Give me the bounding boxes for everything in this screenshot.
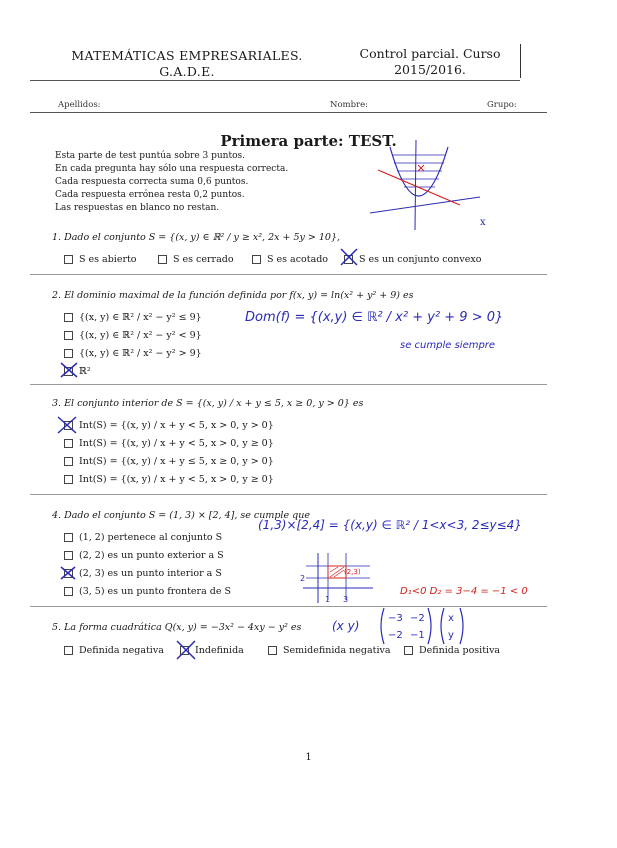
q2-option-a[interactable] bbox=[64, 312, 202, 323]
q2-option-b[interactable] bbox=[64, 330, 202, 341]
instructions bbox=[55, 150, 288, 215]
exam-info bbox=[350, 46, 510, 78]
subject-title bbox=[62, 48, 312, 80]
divider bbox=[30, 494, 547, 495]
q4-grid-sketch bbox=[298, 548, 378, 606]
q4-option-a[interactable] bbox=[64, 532, 222, 543]
option-label: Int(S) = {(x, y) / x + y < 5, x > 0, y ≥ 0} bbox=[79, 474, 274, 485]
option-label: S es un conjunto convexo bbox=[359, 254, 482, 265]
instruction-line: Cada respuesta correcta suma 0,6 puntos. bbox=[55, 177, 249, 187]
vector-cell: y bbox=[448, 630, 454, 641]
option-label: Definida positiva bbox=[419, 645, 501, 656]
group-label: Grupo: bbox=[487, 100, 517, 110]
instruction-line: Esta parte de test puntúa sobre 3 puntos. bbox=[55, 151, 245, 161]
q3-option-a[interactable] bbox=[64, 420, 274, 431]
section-title: Primera parte: TEST. bbox=[220, 132, 397, 150]
checkbox[interactable] bbox=[404, 646, 413, 655]
instruction-line: Las respuestas en blanco no restan. bbox=[55, 203, 220, 213]
q5-matrix bbox=[378, 606, 468, 646]
divider bbox=[30, 606, 547, 607]
q4-option-c[interactable] bbox=[64, 568, 222, 579]
checkbox[interactable] bbox=[64, 457, 73, 466]
option-label: (1, 2) pertenece al conjunto S bbox=[79, 532, 223, 543]
option-label: Int(S) = {(x, y) / x + y ≤ 5, x ≥ 0, y > 0} bbox=[79, 456, 274, 467]
option-label: S es abierto bbox=[79, 254, 137, 265]
q2-handwritten-note: se cumple siempre bbox=[400, 340, 496, 351]
option-label: Semidefinida negativa bbox=[283, 645, 391, 656]
option-label: Definida negativa bbox=[79, 645, 164, 656]
q1-option-d[interactable] bbox=[344, 254, 481, 265]
q4-handwritten-set: (1,3)×[2,4] = {(x,y) ∈ ℝ² / 1<x<3, 2≤y≤4} bbox=[258, 518, 522, 532]
question-2: 2. El dominio maximal de la función definida por f(x, y) = ln(x² + y² + 9) es bbox=[52, 290, 414, 301]
header-divider bbox=[520, 44, 521, 78]
question-1: 1. Dado el conjunto S = {(x, y) ∈ ℝ² / y ≥ x², 2x + 5y > 10}, bbox=[52, 232, 341, 243]
cross-mark-icon bbox=[55, 414, 79, 436]
q1-option-a[interactable] bbox=[64, 254, 137, 265]
divider bbox=[30, 384, 547, 385]
exam-line2: 2015/2016. bbox=[394, 62, 466, 77]
vector-cell: x bbox=[448, 613, 454, 624]
instruction-line: Cada respuesta errónea resta 0,2 puntos. bbox=[55, 190, 245, 200]
q5-option-c[interactable] bbox=[268, 645, 391, 656]
divider bbox=[30, 274, 547, 275]
name-label: Nombre: bbox=[330, 100, 369, 110]
tick-label: 2 bbox=[300, 574, 306, 583]
option-label: Int(S) = {(x, y) / x + y < 5, x > 0, y > 0} bbox=[79, 420, 274, 431]
checkbox[interactable] bbox=[64, 533, 73, 542]
q5-option-d[interactable] bbox=[404, 645, 500, 656]
checkbox[interactable] bbox=[64, 587, 73, 596]
checkbox[interactable] bbox=[268, 646, 277, 655]
cross-mark-icon bbox=[338, 246, 360, 268]
option-label: (3, 5) es un punto frontera de S bbox=[79, 586, 231, 597]
surname-label: Apellidos: bbox=[58, 100, 101, 110]
option-label: ℝ² bbox=[79, 366, 91, 377]
option-label: S es cerrado bbox=[173, 254, 234, 265]
matrix-cell: −3 bbox=[388, 613, 403, 624]
option-label: {(x, y) ∈ ℝ² / x² − y² ≤ 9} bbox=[79, 312, 202, 323]
option-label: (2, 3) es un punto interior a S bbox=[79, 568, 222, 579]
q5-handwritten-dets: D₁<0 D₂ = 3−4 = −1 < 0 bbox=[400, 586, 528, 597]
question-3: 3. El conjunto interior de S = {(x, y) / x + y ≤ 5, x ≥ 0, y > 0} es bbox=[52, 398, 364, 409]
header-rule bbox=[30, 80, 520, 81]
q3-option-d[interactable] bbox=[64, 474, 274, 485]
option-label: Int(S) = {(x, y) / x + y < 5, x > 0, y ≥ 0} bbox=[79, 438, 274, 449]
q4-point-label: (2,3) bbox=[344, 568, 361, 576]
student-rule bbox=[30, 112, 547, 113]
option-label: Indefinida bbox=[195, 645, 244, 656]
q4-option-d[interactable] bbox=[64, 586, 231, 597]
cross-mark-icon bbox=[174, 638, 198, 662]
option-label: {(x, y) ∈ ℝ² / x² − y² > 9} bbox=[79, 348, 202, 359]
option-label: S es acotado bbox=[267, 254, 329, 265]
checkbox[interactable] bbox=[64, 349, 73, 358]
checkbox[interactable] bbox=[158, 255, 167, 264]
option-label: {(x, y) ∈ ℝ² / x² − y² < 9} bbox=[79, 330, 202, 341]
q1-option-c[interactable] bbox=[252, 254, 328, 265]
subject-line2: G.A.D.E. bbox=[159, 64, 215, 79]
q4-option-b[interactable] bbox=[64, 550, 224, 561]
q3-option-c[interactable] bbox=[64, 456, 274, 467]
q5-row-vector: (x y) bbox=[332, 619, 360, 633]
tick-label: 1 bbox=[325, 595, 331, 604]
page-number: 1 bbox=[305, 752, 312, 763]
instruction-line: En cada pregunta hay sólo una respuesta correcta. bbox=[55, 164, 289, 174]
cross-mark-icon bbox=[58, 360, 80, 380]
checkbox[interactable] bbox=[64, 255, 73, 264]
q1-option-b[interactable] bbox=[158, 254, 234, 265]
checkbox[interactable] bbox=[64, 313, 73, 322]
matrix-cell: −2 bbox=[410, 613, 425, 624]
matrix-cell: −2 bbox=[388, 630, 403, 641]
checkbox[interactable] bbox=[64, 331, 73, 340]
q2-handwritten-domain: Dom(f) = {(x,y) ∈ ℝ² / x² + y² + 9 > 0} bbox=[245, 310, 504, 325]
exam-line1: Control parcial. Curso bbox=[359, 46, 501, 61]
svg-text:x: x bbox=[480, 217, 486, 228]
q5-option-a[interactable] bbox=[64, 645, 164, 656]
parabola-sketch bbox=[360, 135, 500, 235]
checkbox[interactable] bbox=[252, 255, 261, 264]
tick-label: 3 bbox=[343, 595, 349, 604]
checkbox[interactable] bbox=[64, 551, 73, 560]
cross-mark-icon bbox=[58, 564, 78, 582]
q3-option-b[interactable] bbox=[64, 438, 274, 449]
checkbox[interactable] bbox=[64, 439, 73, 448]
checkbox[interactable] bbox=[64, 646, 73, 655]
q2-option-c[interactable] bbox=[64, 348, 202, 359]
subject-line1: MATEMÁTICAS EMPRESARIALES. bbox=[71, 48, 303, 63]
question-4: 4. Dado el conjunto S = (1, 3) × [2, 4], se cumple que bbox=[52, 510, 310, 521]
matrix-cell: −1 bbox=[410, 630, 425, 641]
question-5: 5. La forma cuadrática Q(x, y) = −3x² − 4xy − y² es bbox=[52, 622, 302, 633]
option-label: (2, 2) es un punto exterior a S bbox=[79, 550, 224, 561]
checkbox[interactable] bbox=[64, 475, 73, 484]
